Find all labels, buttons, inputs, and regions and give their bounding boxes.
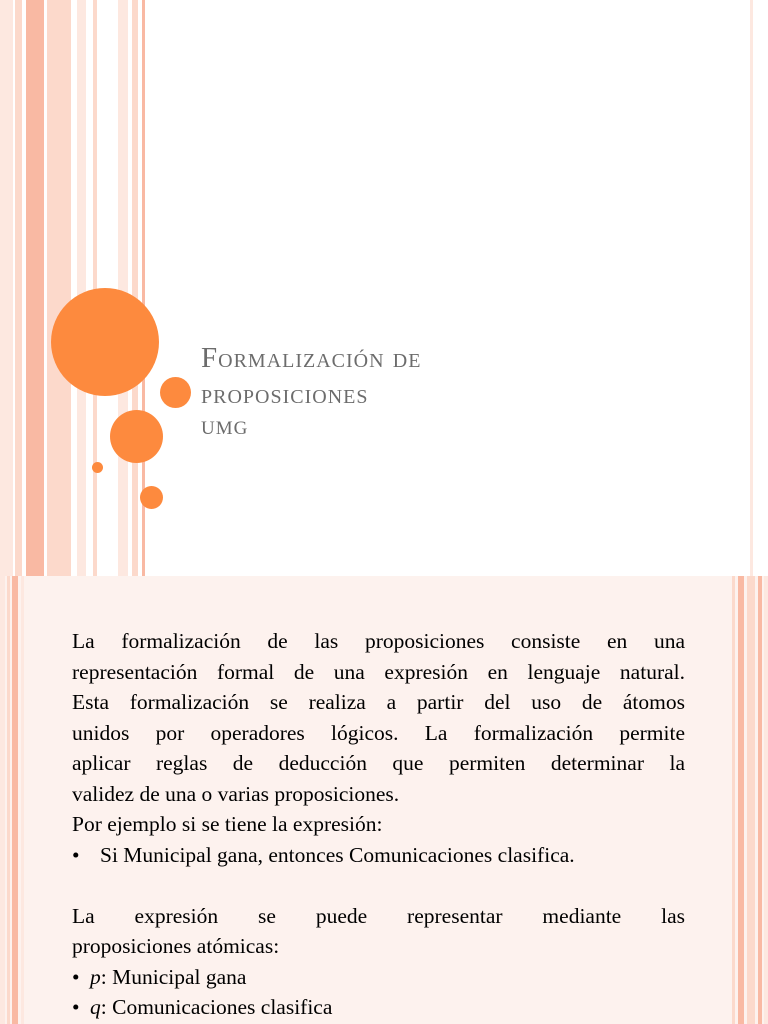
decorative-stripe [732, 576, 735, 1024]
decorative-circle-small [140, 486, 163, 509]
bullet-item [72, 992, 685, 1023]
decorative-stripe [77, 0, 86, 576]
paragraph-line: aplicar reglas de deducción que permiten determinar la [72, 751, 685, 775]
decorative-stripe [21, 576, 24, 1024]
decorative-stripe [15, 0, 22, 576]
paragraph-spacer [72, 870, 685, 901]
decorative-stripe [7, 576, 10, 1024]
atom-text: : Municipal gana [100, 964, 247, 989]
example-intro: Por ejemplo si se tiene la expresión: [72, 812, 383, 836]
paragraph-line: La formalización de las proposiciones consiste en una [72, 629, 685, 653]
bullet-icon: • [72, 964, 80, 989]
decorative-stripe [764, 576, 768, 1024]
decorative-stripe [738, 576, 744, 1024]
paragraph-line: La expresión se puede representar mediante las [72, 903, 685, 928]
paragraph-line: validez de una o varias proposiciones. [72, 781, 400, 806]
decorative-stripe [132, 0, 138, 576]
decorative-stripe [758, 576, 762, 1024]
atom-variable: q [90, 995, 101, 1019]
slide-title-line-1: Formalización de [201, 342, 422, 374]
paragraph-line: representación formal de una expresión en lenguaje natural. [72, 659, 685, 684]
bullet-item [72, 840, 685, 871]
decorative-stripe [0, 576, 5, 1024]
decorative-circle-tiny [92, 462, 103, 473]
decorative-stripe [747, 576, 755, 1024]
paragraph-line: unidos por operadores lógicos. La formalización permite [72, 720, 685, 745]
atom-variable: p [90, 964, 101, 989]
decorative-circle-medium [110, 410, 163, 463]
decorative-circle-large [51, 288, 159, 396]
decorative-stripe [47, 0, 71, 576]
decorative-circle-small [160, 377, 191, 408]
decorative-stripe [12, 576, 18, 1024]
bullet-icon: • [72, 842, 80, 867]
decorative-stripe [26, 0, 44, 576]
paragraph-line: proposiciones atómicas: [72, 934, 280, 958]
slide-body-text [72, 626, 685, 1023]
decorative-stripe [118, 0, 128, 576]
paragraph-line: Esta formalización se realiza a partir del uso de átomos [72, 690, 685, 714]
title-block [201, 340, 741, 442]
bullet-text: Si Municipal gana, entonces Comunicaciones clasifica. [100, 842, 575, 867]
slide-subtitle: UMG [201, 418, 249, 439]
decorative-stripe [750, 0, 753, 576]
decorative-stripe [0, 0, 13, 576]
bullet-item [72, 962, 685, 993]
slide-title-line-2: proposiciones [201, 378, 369, 410]
bullet-icon: • [72, 995, 80, 1019]
atom-text: : Comunicaciones clasifica [100, 995, 333, 1019]
